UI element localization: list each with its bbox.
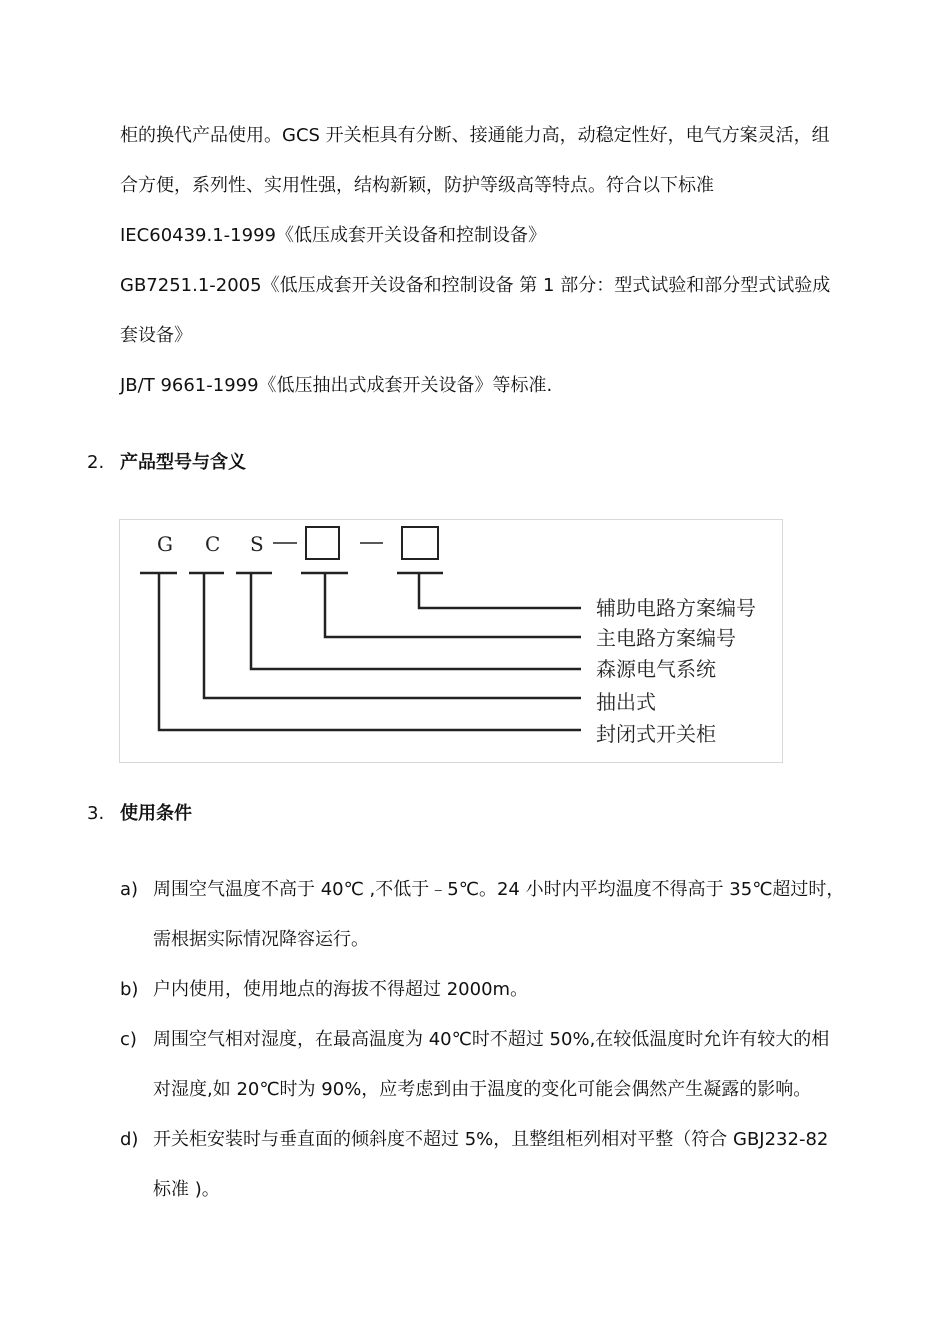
standard-gb: GB7251.1-2005《低压成套开关设备和控制设备 第 1 部分：型式试验和部分型式试验成	[120, 275, 831, 296]
item-d-marker: d)	[120, 1129, 139, 1150]
standard-jb: JB/T 9661-1999《低压抽出式成套开关设备》等标准.	[120, 375, 553, 396]
label-enclosed-switchgear: 封闭式开关柜	[596, 722, 716, 746]
item-d-line-1: 开关柜安装时与垂直面的倾斜度不超过 5%，且整组柜列相对平整（符合 GBJ232-82	[153, 1129, 829, 1150]
model-designation-diagram	[119, 519, 783, 763]
item-a-line-2: 需根据实际情况降容运行。	[153, 929, 369, 950]
label-electric-system: 森源电气系统	[596, 657, 716, 681]
standard-iec: IEC60439.1-1999《低压成套开关设备和控制设备》	[120, 225, 546, 246]
intro-line-1: 柜的换代产品使用。GCS 开关柜具有分断、接通能力高，动稳定性好，电气方案灵活，组	[120, 125, 830, 146]
section-3-heading	[87, 802, 487, 826]
model-diagram-svg	[119, 519, 783, 763]
label-aux-circuit-scheme: 辅助电路方案编号	[596, 596, 756, 620]
label-drawout-type: 抽出式	[596, 690, 656, 714]
item-a-marker: a)	[120, 879, 139, 900]
code-letter-s: S	[250, 532, 264, 556]
item-a-line-1: 周围空气温度不高于 40℃ ,不低于﹣5℃。24 小时内平均温度不得高于 35℃超过时，	[153, 879, 845, 900]
intro-line-2: 合方便，系列性、实用性强，结构新颖，防护等级高等特点。符合以下标准	[120, 175, 714, 196]
item-c-marker: c)	[120, 1029, 137, 1050]
section-2-number: 2.	[87, 452, 105, 473]
item-c-line-1: 周围空气相对湿度，在最高温度为 40℃时不超过 50%,在较低温度时允许有较大的相	[153, 1029, 830, 1050]
section-3-title: 使用条件	[120, 803, 192, 824]
section-2-heading	[87, 451, 487, 475]
item-b-marker: b)	[120, 979, 139, 1000]
section-3-number: 3.	[87, 803, 105, 824]
code-letter-g: G	[157, 532, 173, 556]
item-b-line-1: 户内使用，使用地点的海拔不得超过 2000m。	[153, 979, 529, 1000]
item-c-line-2: 对湿度,如 20℃时为 90%，应考虑到由于温度的变化可能会偶然产生凝露的影响。	[153, 1079, 812, 1100]
code-letter-c: C	[205, 532, 221, 556]
section-2-title: 产品型号与含义	[120, 452, 246, 473]
label-main-circuit-scheme: 主电路方案编号	[596, 626, 736, 650]
item-d-line-2: 标准 )。	[153, 1179, 220, 1200]
standard-gb-cont: 套设备》	[120, 325, 192, 346]
